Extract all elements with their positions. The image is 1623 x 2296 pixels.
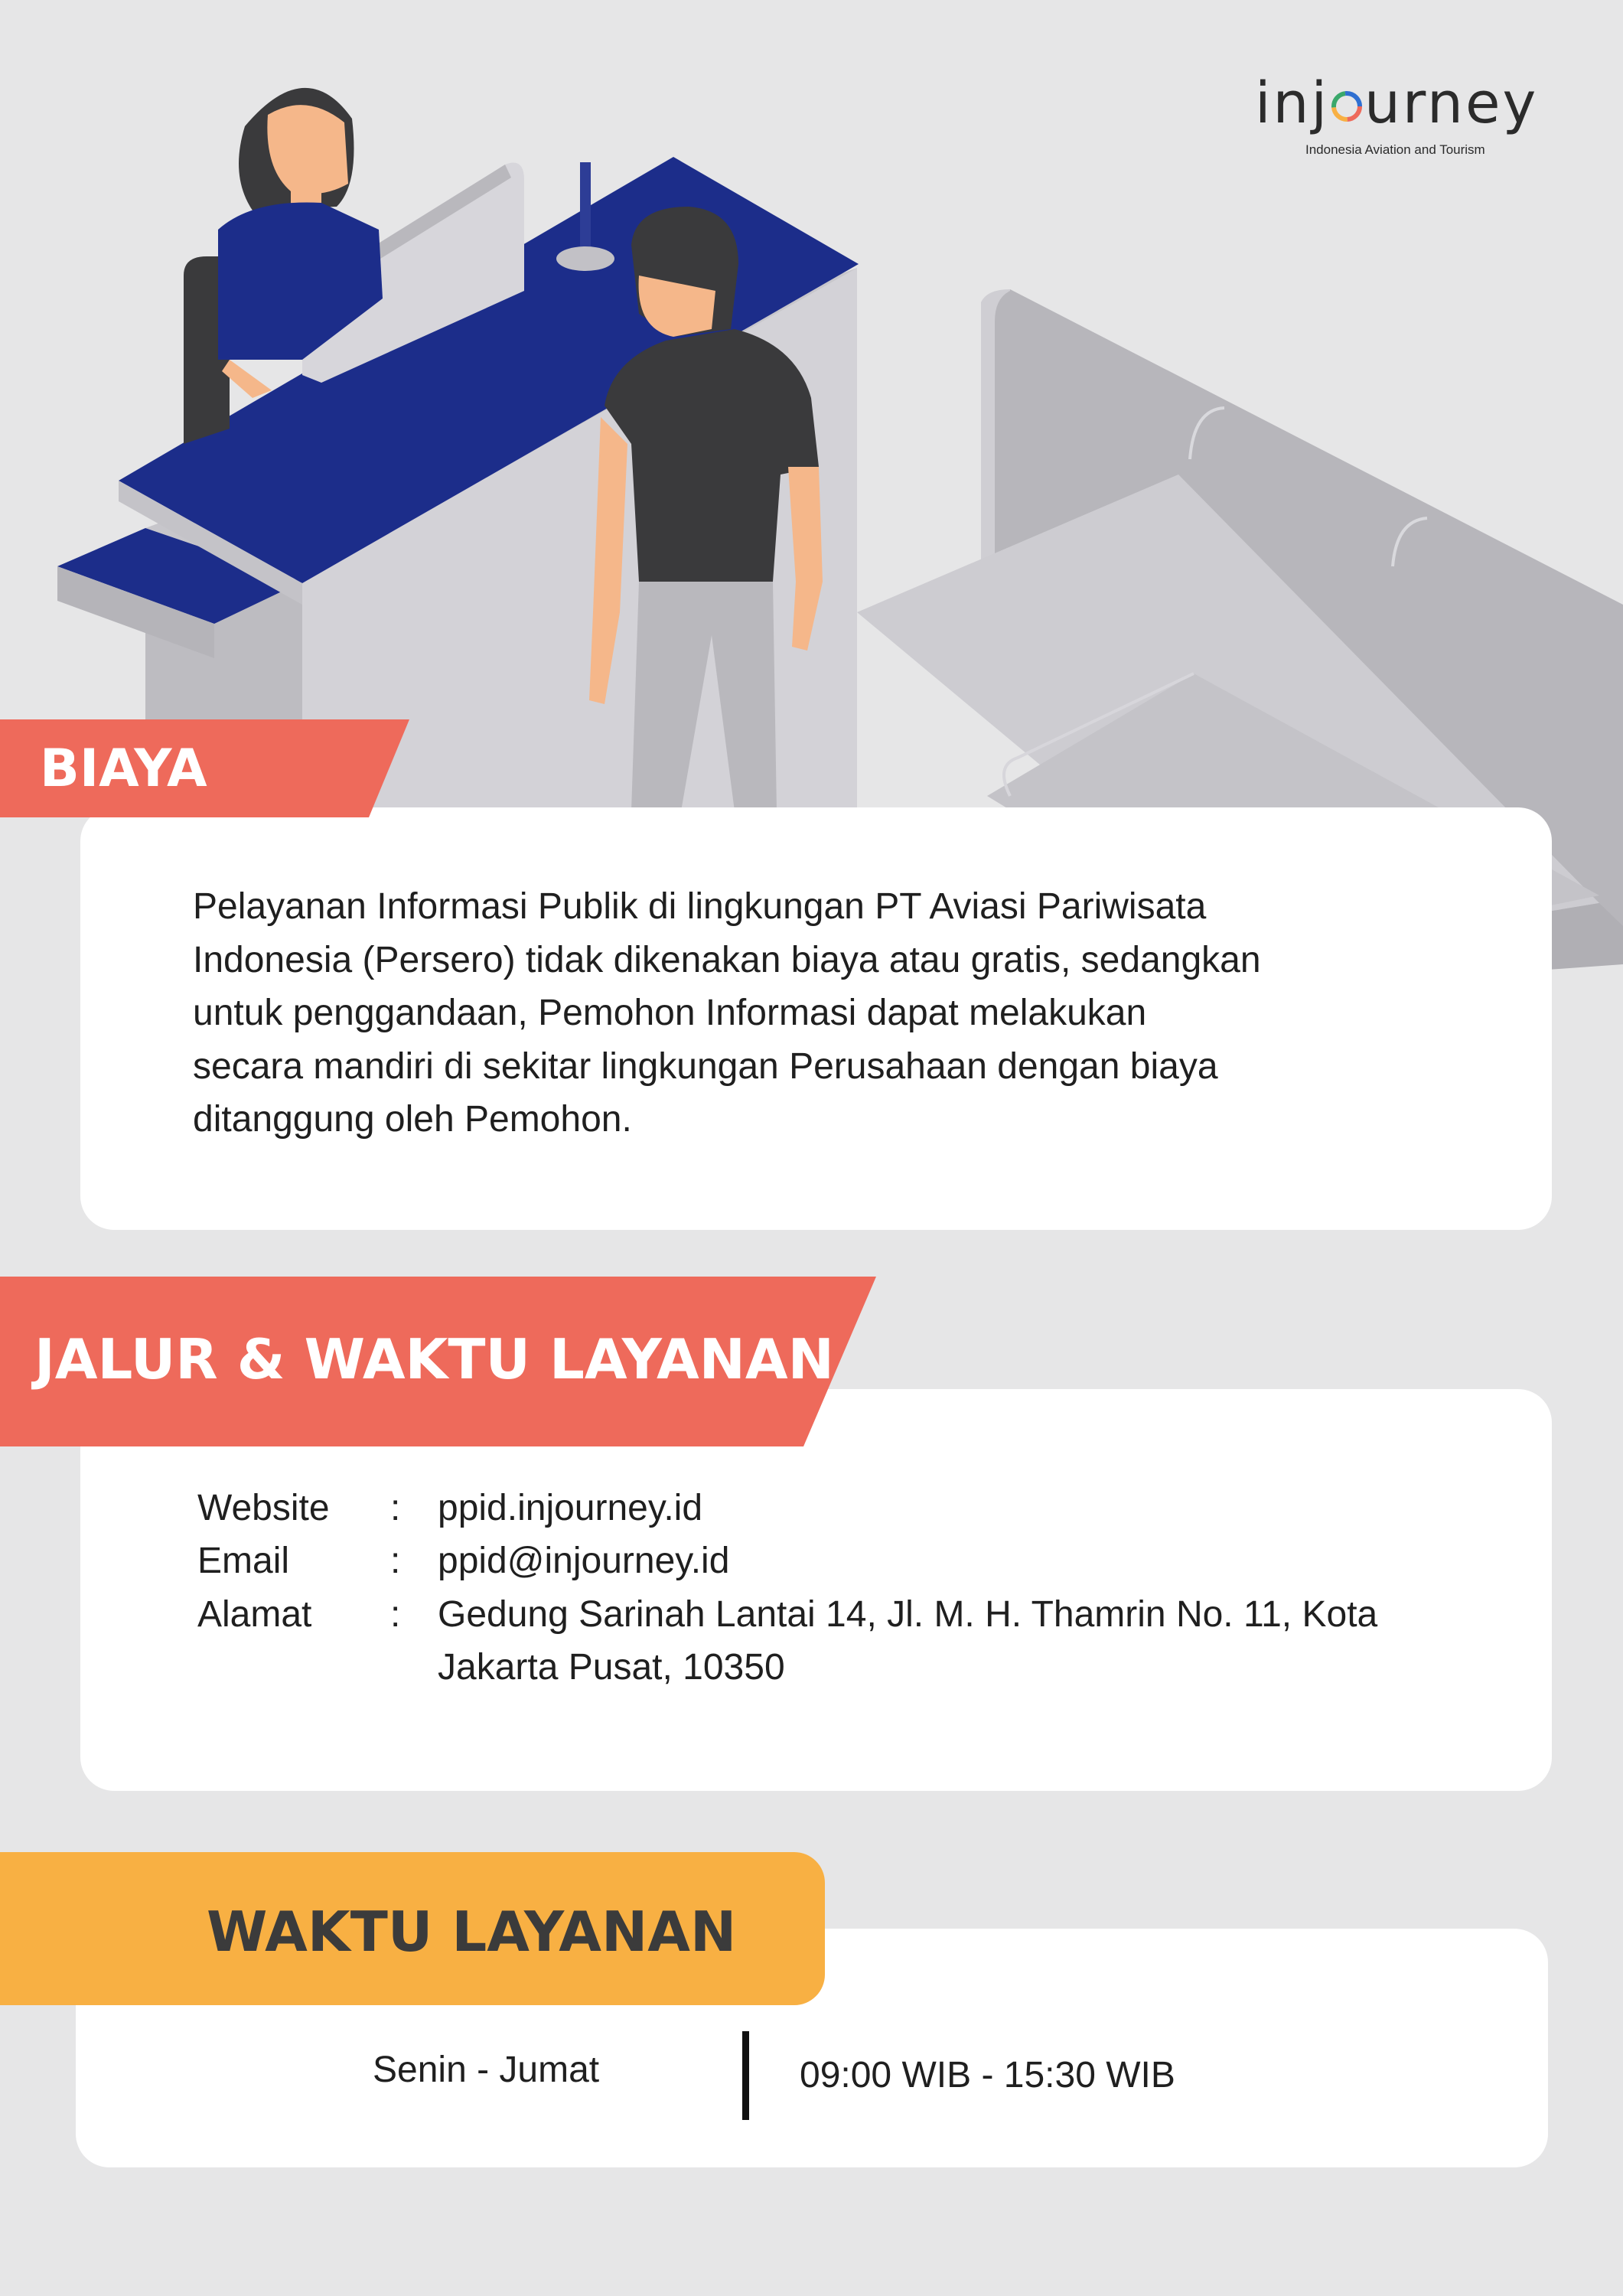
brand-tagline: Indonesia Aviation and Tourism (1305, 142, 1485, 157)
email-label: Email (197, 1541, 290, 1581)
biaya-line: secara mandiri di sekitar lingkungan Perusahaan dengan biaya (193, 1045, 1218, 1087)
brand-name: inj urney (1255, 70, 1539, 136)
waktu-divider (742, 2031, 749, 2120)
injourney-logo (1255, 70, 1546, 158)
jalur-heading: JALUR & WAKTU LAYANAN (34, 1327, 834, 1391)
biaya-heading: BIAYA (40, 739, 207, 799)
contact-row-alamat (0, 1588, 1623, 1695)
website-label: Website (197, 1488, 330, 1528)
biaya-banner (0, 719, 409, 817)
biaya-line: untuk penggandaan, Pemohon Informasi dapat melakukan (193, 993, 1147, 1033)
website-link[interactable]: ppid.injourney.id (438, 1488, 703, 1528)
alamat-separator: : (390, 1594, 401, 1635)
jalur-banner (0, 1277, 876, 1446)
website-separator: : (390, 1488, 401, 1528)
alamat-value-line2: Jakarta Pusat, 10350 (438, 1647, 785, 1688)
alamat-label: Alamat (197, 1594, 312, 1635)
email-link[interactable]: ppid@injourney.id (438, 1541, 730, 1581)
biaya-line: Indonesia (Persero) tidak dikenakan biaya atau gratis, sedangkan (193, 939, 1261, 980)
service-days: Senin - Jumat (373, 2050, 600, 2090)
waktu-heading: WAKTU LAYANAN (207, 1900, 737, 1964)
alamat-value: Gedung Sarinah Lantai 14, Jl. M. H. Thamrin No. 11, Kota (438, 1594, 1378, 1635)
waktu-banner (0, 1852, 825, 2005)
email-separator: : (390, 1541, 401, 1581)
contact-row-website (0, 1482, 1623, 1534)
service-hours: 09:00 WIB - 15:30 WIB (800, 2055, 1175, 2095)
biaya-paragraph (193, 880, 1501, 1146)
biaya-line: ditanggung oleh Pemohon. (193, 1099, 632, 1140)
contact-row-email (0, 1534, 1623, 1587)
biaya-line: Pelayanan Informasi Publik di lingkungan PT Aviasi Pariwisata (193, 886, 1207, 927)
logo-ring-icon (1329, 89, 1364, 124)
